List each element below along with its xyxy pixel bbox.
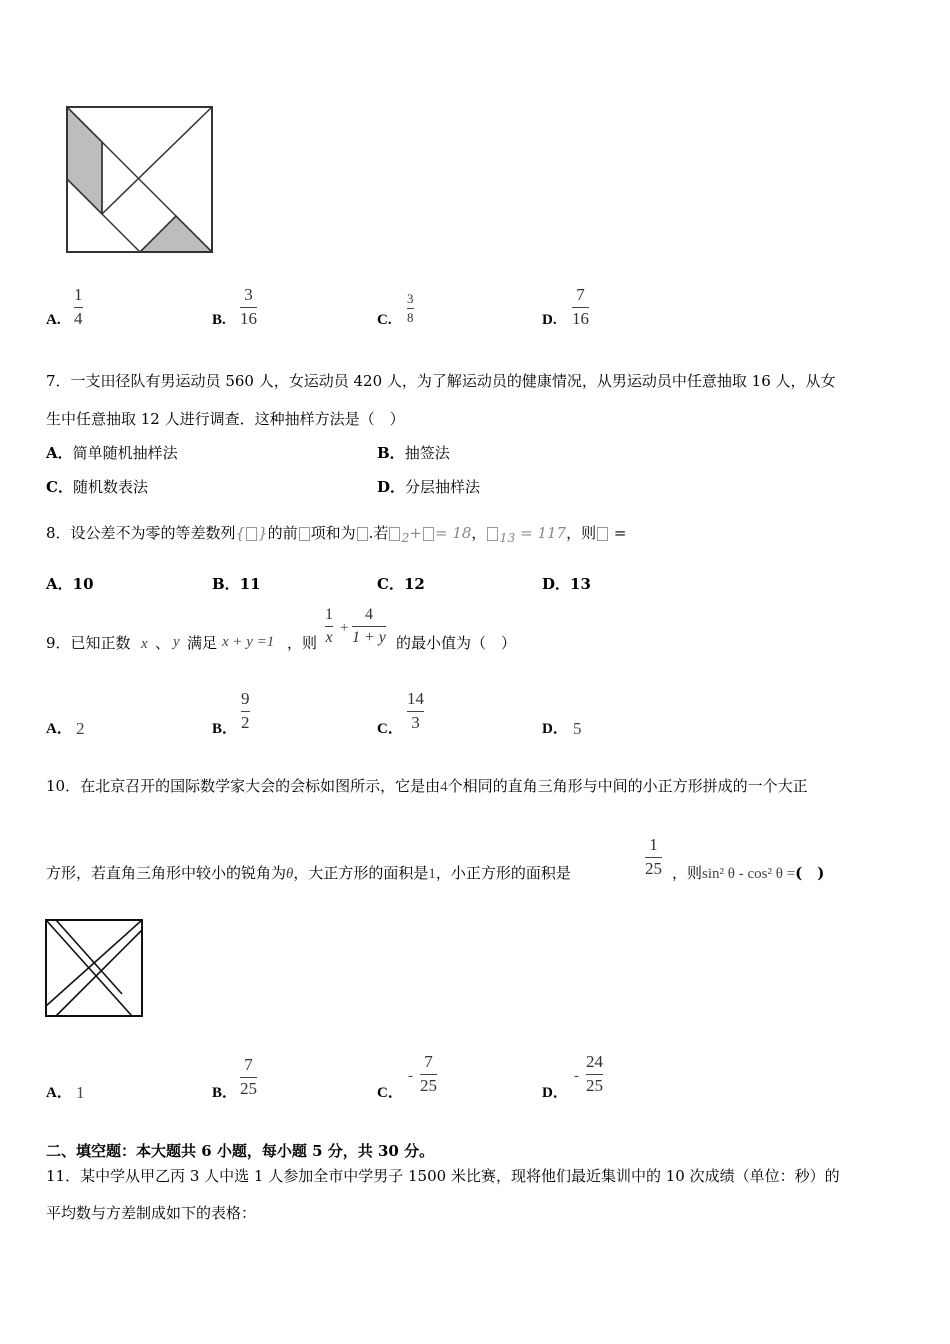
q9-option-d-value: 5 <box>573 719 582 738</box>
q10-line2b: ，大正方形的面积是 <box>293 864 429 882</box>
q7-line1: 7．一支田径队有男运动员 560 人，女运动员 420 人，为了解运动员的健康情况，从男运动员中任意抽取 16 人，从女 <box>46 372 836 390</box>
q9-cond-label: 满足 <box>187 634 218 652</box>
q8-option-b <box>212 573 261 594</box>
q6-c-den: 8 <box>407 310 414 326</box>
q8-seq-placeholder: { } <box>235 524 268 542</box>
q9-fraction-1 <box>325 606 333 646</box>
q7-d-label: D． <box>377 478 406 496</box>
q11-line2: 平均数与方差制成如下的表格： <box>46 1204 257 1222</box>
q9-x: x <box>141 636 148 652</box>
q8-option-a <box>46 573 94 594</box>
q10-option-a-label: A． <box>46 1085 72 1101</box>
q9-b-num: 9 <box>241 689 250 708</box>
q8-s-placeholder <box>357 527 368 541</box>
q9-option-a-label: A． <box>46 721 72 737</box>
q7-a-text: 简单随机抽样法 <box>72 444 178 462</box>
q8-a-text: 10 <box>72 575 94 593</box>
q10-option-b-label: B． <box>212 1085 238 1101</box>
q10-b-num: 7 <box>244 1055 253 1074</box>
q7-line2: 生中任意抽取 12 人进行调查．这种抽样方法是（ ） <box>46 410 405 428</box>
q10-small-area-fraction <box>645 836 662 878</box>
q9-f2-num: 4 <box>364 606 373 623</box>
q8-plus: + <box>409 524 422 542</box>
q7-a-label: A． <box>46 444 73 462</box>
q9-option-a-value: 2 <box>76 719 85 738</box>
q6-b-num: 3 <box>244 285 253 304</box>
q8-n-placeholder <box>299 527 310 541</box>
q10-b-den: 25 <box>240 1078 257 1098</box>
q10-line2a: 方形，若直角三角形中较小的锐角为 <box>46 864 287 882</box>
q6-d-den: 16 <box>572 308 589 328</box>
q8-stem <box>46 522 626 545</box>
q9-b-den: 2 <box>241 712 250 732</box>
q10-c-sign: - <box>408 1068 413 1084</box>
q8-a-placeholder <box>423 527 434 541</box>
q8-b-text: 11 <box>239 575 261 593</box>
q8-eq1-value: = 18 <box>434 524 472 542</box>
q8-d-label: D． <box>542 575 571 593</box>
q7-option-c <box>46 476 148 497</box>
q9-option-c-fraction <box>407 690 424 732</box>
q8-suffix: ，则 <box>566 524 597 542</box>
q10-option-c-fraction <box>420 1053 437 1095</box>
q8-mid1: 的前 <box>267 524 298 542</box>
q6-option-c-label: C. <box>377 312 392 328</box>
q10-line1a: 10．在北京召开的国际数学家大会的会标如图所示，它是由 <box>46 777 441 795</box>
section-2-heading: 二、填空题：本大题共 6 小题，每小题 5 分，共 30 分。 <box>46 1142 435 1160</box>
q9-y: y <box>173 634 180 650</box>
q8-eq2-value: = 117 <box>520 524 567 542</box>
q7-b-label: B． <box>377 444 405 462</box>
q10-paren: ( ) <box>795 864 825 882</box>
q10-frac-num: 1 <box>649 835 658 854</box>
q6-option-c-fraction <box>407 292 414 326</box>
q8-d-text: 13 <box>570 575 591 593</box>
q10-line1b: 个相同的直角三角形与中间的小正方形拼成的一个大正 <box>447 777 808 795</box>
q7-b-text: 抽签法 <box>404 444 450 462</box>
q10-line1 <box>46 775 808 796</box>
q10-line2-part1 <box>46 862 571 883</box>
q9-dun: 、 <box>155 634 171 652</box>
q6-option-a-label: A. <box>46 312 61 328</box>
q10-option-c-label: C． <box>377 1085 403 1101</box>
q7-option-a <box>46 442 178 463</box>
q10-d-den: 25 <box>586 1075 603 1095</box>
q10-option-b-fraction <box>240 1056 257 1098</box>
q6-option-a-fraction <box>74 286 83 328</box>
tangram-figure <box>60 100 220 260</box>
q9-fraction-2 <box>352 606 386 646</box>
q9-c-num: 14 <box>407 689 424 708</box>
q8-c-label: C． <box>377 575 404 593</box>
q8-option-d <box>542 573 591 594</box>
q6-option-d-label: D. <box>542 312 557 328</box>
q10-expression: sin² θ - cos² θ = <box>702 866 796 882</box>
q6-option-d-fraction <box>572 286 589 328</box>
q6-c-num: 3 <box>407 291 414 306</box>
q7-option-b <box>377 442 450 463</box>
q10-option-d-fraction <box>586 1053 603 1095</box>
q6-a-num: 1 <box>74 285 83 304</box>
q10-line2-part2 <box>672 862 824 883</box>
q9-plus: + <box>340 620 349 636</box>
q9-suffix: 的最小值为（ ） <box>396 634 517 652</box>
pinwheel-square-figure <box>44 918 146 1020</box>
q9-option-d-label: D． <box>542 721 568 737</box>
q10-option-a-value: 1 <box>76 1083 85 1102</box>
q10-d-num: 24 <box>586 1052 603 1071</box>
q8-sub2: 2 <box>401 530 410 545</box>
q8-end: = <box>613 524 627 542</box>
q9-c-den: 3 <box>411 712 420 732</box>
q8-a2-placeholder <box>389 527 400 541</box>
q11-line1: 11．某中学从甲乙丙 3 人中选 1 人参加全市中学男子 1500 米比赛，现将他们最近集训中的 10 次成绩（单位：秒）的 <box>46 1167 840 1185</box>
q10-four: 4 <box>440 779 448 795</box>
q8-option-c <box>377 573 425 594</box>
q7-d-text: 分层抽样法 <box>405 478 481 496</box>
q9-then: ，则 <box>287 634 318 652</box>
q9-option-b-label: B． <box>212 721 238 737</box>
q9-f2-den: 1 + y <box>352 628 386 646</box>
q9-prefix: 9．已知正数 <box>46 634 131 652</box>
q8-sep: ， <box>471 524 487 542</box>
q10-line2d: ，则 <box>672 864 703 882</box>
q9-f1-num: 1 <box>325 606 333 623</box>
q7-option-d <box>377 476 480 497</box>
q8-result-placeholder <box>597 527 608 541</box>
q9-option-c-label: C． <box>377 721 403 737</box>
q8-c-text: 12 <box>403 575 425 593</box>
q7-c-label: C． <box>46 478 73 496</box>
q8-mid2: 项和为 <box>310 524 356 542</box>
q9-condition: x + y =1 <box>222 634 275 650</box>
q10-c-num: 7 <box>424 1052 433 1071</box>
q10-c-den: 25 <box>420 1075 437 1095</box>
q8-prefix: 8．设公差不为零的等差数列 <box>46 524 236 542</box>
q9-option-b-fraction <box>241 690 250 732</box>
q10-frac-den: 25 <box>645 858 662 878</box>
q6-b-den: 16 <box>240 308 257 328</box>
q8-a-label: A． <box>46 575 73 593</box>
q10-one: 1 <box>428 866 436 882</box>
q10-option-d-label: D． <box>542 1085 568 1101</box>
q6-option-b-label: B. <box>212 312 226 328</box>
q8-b-label: B． <box>212 575 240 593</box>
q8-mid3: .若 <box>368 524 389 542</box>
q9-f1-den: x <box>325 628 333 646</box>
q6-d-num: 7 <box>576 285 585 304</box>
q10-d-sign: - <box>574 1068 579 1084</box>
q7-c-text: 随机数表法 <box>72 478 148 496</box>
q10-theta: θ <box>286 866 294 882</box>
q8-s13-placeholder <box>487 527 498 541</box>
q6-option-b-fraction <box>240 286 257 328</box>
q8-sub13: 13 <box>499 530 516 545</box>
q10-line2c: ，小正方形的面积是 <box>435 864 571 882</box>
q6-a-den: 4 <box>74 308 83 328</box>
